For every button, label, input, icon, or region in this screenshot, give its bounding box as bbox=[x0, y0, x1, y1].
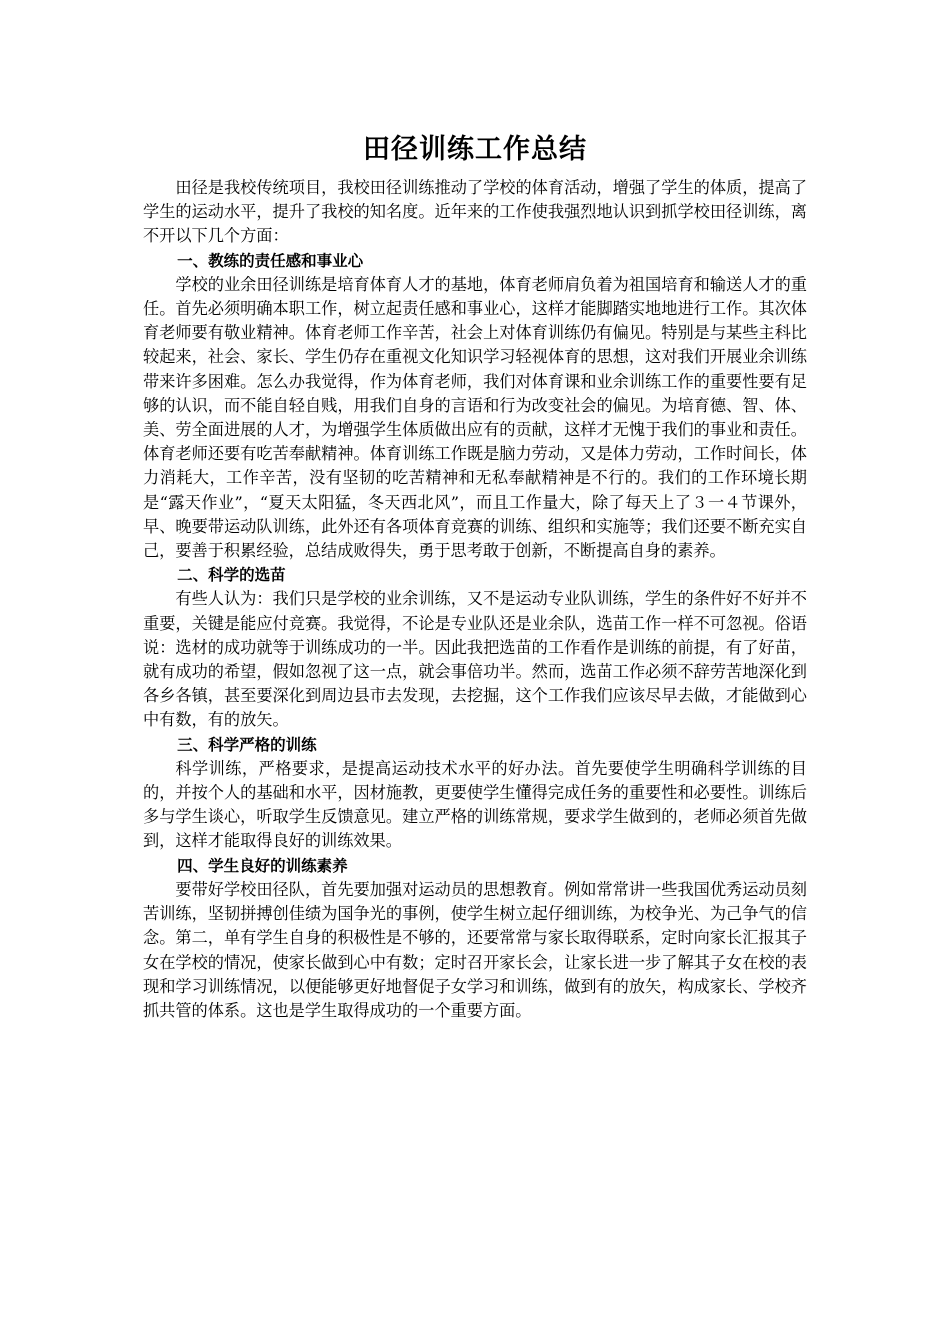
section-heading-4: 四、学生良好的训练素养 bbox=[177, 856, 348, 875]
section-body-1: 学校的业余田径训练是培育体育人才的基地，体育老师肩负着为祖国培育和输送人才的重任。首先必须明确本职工作，树立起责任感和事业心，这样才能脚踏实地地进行工作。其次体育老师要有敬业精神。体育老师工作辛苦，社会上对体育训练仍有偏见。特别是与某些主科比较起来，社会、家长、学生仍存在重视文化知识学习轻视体育的思想，这对我们开展业余训练带来许多困难。怎么办我觉得，作为体育老师，我们对体育课和业余训练工作的重要性要有足够的认识，而不能自轻自贱，用我们自身的言语和行为改变社会的偏见。为培育德、智、体、美、劳全面进展的人才，为增强学生体质做出应有的贡献，这样才无愧于我们的事业和责任。体育老师还要有吃苦奉献精神。体育训练工作既是脑力劳动，又是体力劳动，工作时间长，体力消耗大，工作辛苦，没有坚韧的吃苦精神和无私奉献精神是不行的。我们的工作环境长期是“露天作业”，“夏天太阳猛，冬天西北风”，而且工作量大，除了每天上了３一４节课外，早、晚要带运动队训练，此外还有各项体育竞赛的训练、组织和实施等；我们还要不断充实自己，要善于积累经验，总结成败得失，勇于思考敢于创新，不断提高自身的素养。 bbox=[143, 274, 807, 561]
section-heading-3: 三、科学严格的训练 bbox=[177, 735, 317, 754]
section-heading-1: 一、教练的责任感和事业心 bbox=[177, 251, 364, 270]
document-title: 田径训练工作总结 bbox=[363, 134, 587, 165]
intro-paragraph: 田径是我校传统项目，我校田径训练推动了学校的体育活动，增强了学生的体质，提高了学生的运动水平，提升了我校的知名度。近年来的工作使我强烈地认识到抓学校田径训练，离不开以下几个方面： bbox=[143, 178, 807, 246]
section-body-2: 有些人认为：我们只是学校的业余训练，又不是运动专业队训练，学生的条件好不好并不重要，关键是能应付竞赛。我觉得，不论是专业队还是业余队，选苗工作一样不可忽视。俗语说：选材的成功就等于训练成功的一半。因此我把选苗的工作看作是训练的前提，有了好苗，就有成功的希望，假如忽视了这一点，就会事倍功半。然而，选苗工作必须不辞劳苦地深化到各乡各镇，甚至要深化到周边县市去发现，去挖掘，这个工作我们应该尽早去做，才能做到心中有数，有的放矢。 bbox=[143, 589, 807, 730]
section-heading-2: 二、科学的选苗 bbox=[177, 566, 286, 585]
section-body-3: 科学训练，严格要求，是提高运动技术水平的好办法。首先要使学生明确科学训练的目的，并按个人的基础和水平，因材施教，更要使学生懂得完成任务的重要性和必要性。训练后多与学生谈心，听取学生反馈意见。建立严格的训练常规，要求学生做到的，老师必须首先做到，这样才能取得良好的训练效果。 bbox=[143, 758, 807, 851]
document-page bbox=[143, 128, 807, 1023]
section-body-4: 要带好学校田径队，首先要加强对运动员的思想教育。例如常常讲一些我国优秀运动员刻苦训练，坚韧拼搏创佳绩为国争光的事例，使学生树立起仔细训练，为校争光、为己争气的信念。第二，单有学生自身的积极性是不够的，还要常常与家长取得联系，定时向家长汇报其子女在学校的情况，使家长做到心中有数；定时召开家长会，让家长进一步了解其子女在校的表现和学习训练情况，以便能够更好地督促子女学习和训练，做到有的放矢，构成家长、学校齐抓共管的体系。这也是学生取得成功的一个重要方面。 bbox=[143, 879, 807, 1020]
